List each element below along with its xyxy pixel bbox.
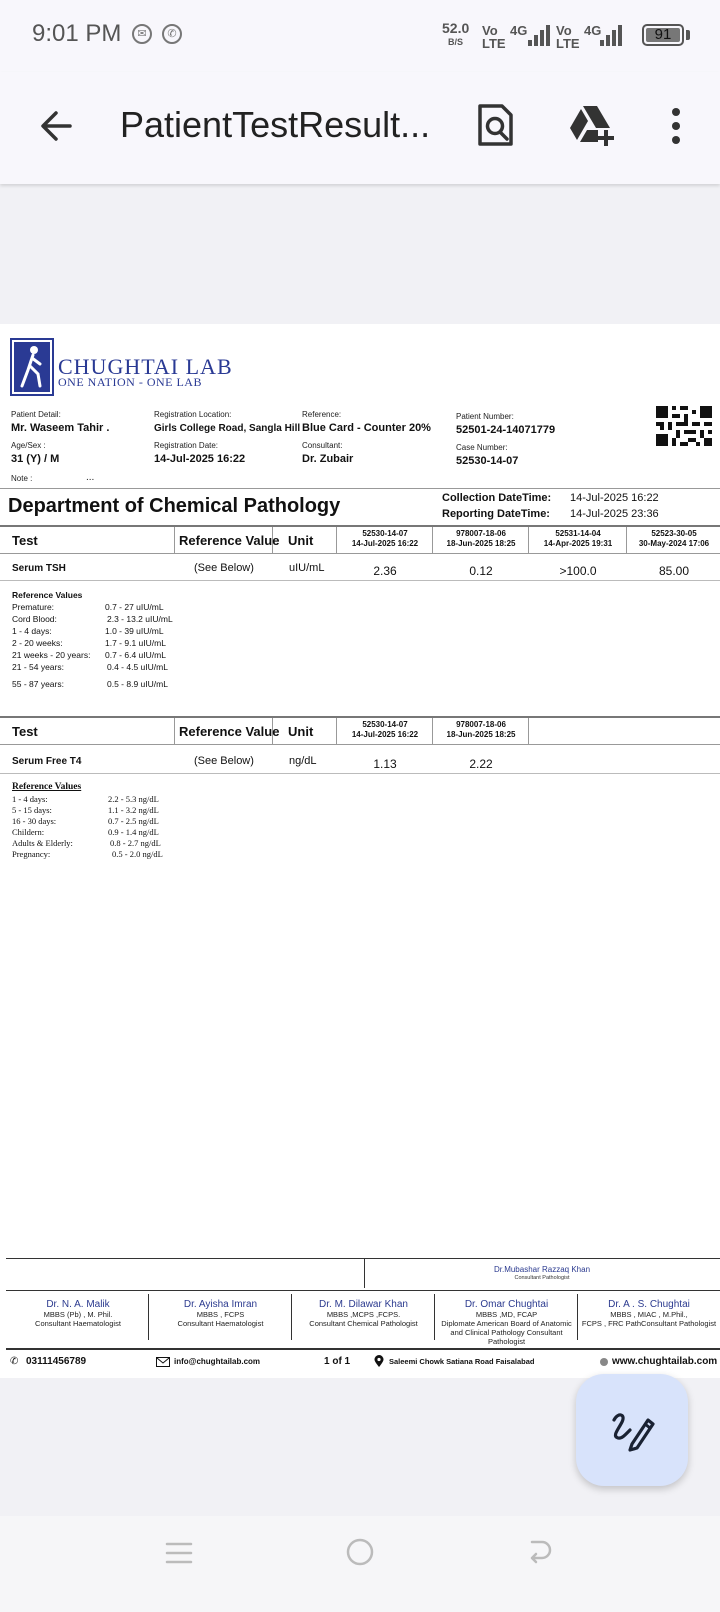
tsh-col-2-id: 978007-18-06: [456, 529, 506, 538]
ft4-col-1-id: 52530-14-07: [362, 720, 408, 729]
list-item: 1.7 - 9.1 uIU/mL: [105, 638, 166, 648]
table-header-border: [0, 553, 720, 554]
ft4-col-header-unit: Unit: [288, 724, 314, 739]
list-item: 21 weeks - 20 years:: [12, 650, 91, 660]
doctor-card: [436, 1299, 577, 1346]
back-arrow-icon[interactable]: [36, 106, 76, 146]
patient-number-label: Patient Number:: [456, 412, 514, 421]
battery-tip: [686, 30, 690, 40]
phone-icon: ✆: [10, 1356, 19, 1367]
doctor-qualification: MBBS , FCPS: [196, 1310, 245, 1319]
doctor-name: Dr. M. Dilawar Khan: [319, 1299, 408, 1310]
col-header-reference: Reference Value: [179, 533, 280, 548]
age-sex-label: Age/Sex :: [11, 441, 46, 450]
doctor-name: Dr. N. A. Malik: [46, 1299, 110, 1310]
patient-name: Mr. Waseem Tahir .: [11, 422, 110, 434]
footer-address: Saleemi Chowk Satiana Road Faisalabad: [389, 1357, 535, 1366]
col-header-test: Test: [12, 533, 38, 548]
doctor-name: Dr. A . S. Chughtai: [608, 1299, 690, 1310]
case-number: 52530-14-07: [456, 455, 519, 467]
patient-number: 52501-24-14071779: [456, 424, 556, 436]
list-item: 0.4 - 4.5 uIU/mL: [107, 662, 168, 672]
back-nav-icon[interactable]: [524, 1536, 556, 1568]
navigation-bar: [0, 1516, 720, 1612]
list-item: 0.7 - 6.4 uIU/mL: [105, 650, 166, 660]
list-item: 0.8 - 2.7 ng/dL: [110, 838, 161, 848]
age-sex: 31 (Y) / M: [11, 453, 60, 465]
ft4-col-1-header: [338, 720, 432, 740]
annotate-button[interactable]: [576, 1374, 688, 1486]
reporting-label: Reporting DateTime:: [442, 508, 550, 520]
ft4-test-name: Serum Free T4: [12, 756, 82, 767]
doctor-card: [150, 1299, 291, 1328]
recent-apps-icon[interactable]: [164, 1538, 194, 1568]
list-item: 5 - 15 days:: [12, 805, 52, 815]
list-item: Pregnancy:: [12, 849, 51, 859]
tsh-col-4-date: 30-May-2024 17:06: [638, 539, 710, 548]
doctor-card: [8, 1299, 148, 1328]
doctor-qualification: MBBS ,MCPS ,FCPS.: [326, 1310, 401, 1319]
footer-email[interactable]: info@chughtailab.com: [174, 1357, 261, 1366]
list-item: 2.2 - 5.3 ng/dL: [108, 794, 159, 804]
note-label: Note :: [11, 474, 33, 483]
tsh-col-3-id: 52531-14-04: [555, 529, 601, 538]
location-pin-icon: [374, 1355, 384, 1368]
add-to-drive-icon[interactable]: [568, 104, 616, 148]
reg-date-label: Registration Date:: [154, 441, 219, 450]
sim2-signal-icon: [600, 24, 624, 46]
sim2-4g: 4G: [584, 23, 602, 38]
reporting-datetime: 14-Jul-2025 23:36: [570, 508, 659, 520]
more-options-icon[interactable]: [666, 106, 686, 146]
document-title: PatientTestResult...: [120, 104, 431, 145]
sim2-vo: Vo: [556, 23, 572, 38]
ft4-reference: (See Below): [194, 755, 254, 767]
ft4-col-2-header: [434, 720, 528, 740]
department-title: Department of Chemical Pathology: [8, 495, 341, 517]
battery-level: 91: [654, 26, 672, 43]
signatory-name: Dr.Mubashar Razzaq Khan: [493, 1265, 591, 1274]
ft4-col-1-date: 14-Jul-2025 16:22: [351, 730, 419, 739]
tsh-col-4-header: [628, 529, 720, 549]
reg-location: Girls College Road, Sangla Hill: [154, 423, 301, 434]
doctor-qualification: MBBS ,MD, FCAP: [475, 1310, 538, 1319]
tsh-ref-title: Reference Values: [12, 590, 83, 600]
lab-tagline: ONE NATION - ONE LAB: [58, 375, 202, 389]
list-item: 0.7 - 27 uIU/mL: [105, 602, 164, 612]
patient-detail-label: Patient Detail:: [11, 410, 61, 419]
divider: [0, 488, 720, 489]
tsh-unit: uIU/mL: [289, 562, 325, 574]
tsh-value-3: >100.0: [559, 564, 597, 578]
doctor-name: Dr. Omar Chughtai: [464, 1299, 549, 1310]
sim1-vo: Vo: [482, 23, 498, 38]
doctor-role: Consultant Haematologist: [35, 1319, 121, 1328]
net-speed-unit: B/S: [448, 37, 464, 47]
tsh-col-1-date: 14-Jul-2025 16:22: [351, 539, 419, 548]
sim1-signal-icon: [528, 24, 552, 46]
whatsapp-notification-icon: ✆: [162, 24, 182, 44]
battery-icon: [642, 24, 684, 46]
search-document-icon[interactable]: [476, 102, 516, 148]
list-item: 21 - 54 years:: [12, 662, 64, 672]
lab-logo-icon: [10, 338, 54, 396]
tsh-col-3-header: [530, 529, 626, 549]
home-icon[interactable]: [344, 1536, 376, 1568]
table-top-border: [0, 525, 720, 527]
tsh-value-2: 0.12: [469, 564, 493, 578]
tsh-value-1: 2.36: [373, 564, 397, 578]
ft4-col-header-reference: Reference Value: [179, 724, 280, 739]
ft4-col-2-date: 18-Jun-2025 18:25: [446, 730, 516, 739]
ft4-value-1: 1.13: [373, 757, 397, 771]
doctor-role: Consultant Haematologist: [177, 1319, 264, 1328]
list-item: 0.7 - 2.5 ng/dL: [108, 816, 159, 826]
doctor-qualification: MBBS (Pb) , M. Phil.: [43, 1310, 113, 1319]
ft4-col-header-test: Test: [12, 724, 38, 739]
status-bar: [0, 0, 720, 72]
tsh-col-4-id: 52523-30-05: [651, 529, 697, 538]
qr-code-icon: [656, 406, 712, 446]
lab-name: CHUGHTAI LAB: [58, 354, 233, 379]
doctor-name: Dr. Ayisha Imran: [183, 1299, 258, 1310]
list-item: 1.1 - 3.2 ng/dL: [108, 805, 159, 815]
report-page[interactable]: [0, 324, 720, 1378]
ft4-unit: ng/dL: [289, 755, 317, 767]
list-item: 16 - 30 days:: [12, 816, 57, 826]
collection-label: Collection DateTime:: [442, 492, 552, 504]
sim2-lte: LTE: [556, 36, 580, 51]
reference-label: Reference:: [302, 410, 342, 419]
list-item: 1 - 4 days:: [12, 794, 48, 804]
gallery-notification-icon: ✉: [132, 24, 152, 44]
sim1-4g: 4G: [510, 23, 528, 38]
doctor-role: Diplomate American Board of Anatomic and Clinical Pathology Consultant Pathologist: [441, 1319, 572, 1346]
list-item: 2.3 - 13.2 uIU/mL: [107, 614, 173, 624]
doctor-role: FCPS , FRC PathConsultant Pathologist: [581, 1319, 717, 1328]
doctor-card: [293, 1299, 434, 1328]
app-bar: [0, 72, 720, 184]
list-item: Childern:: [12, 827, 45, 837]
email-icon: [156, 1357, 170, 1367]
pen-squiggle-icon: [608, 1406, 656, 1454]
tsh-col-1-id: 52530-14-07: [362, 529, 408, 538]
tsh-col-1-header: [338, 529, 432, 549]
tsh-col-2-date: 18-Jun-2025 18:25: [446, 539, 516, 548]
tsh-col-2-header: [434, 529, 528, 549]
reference-value: Blue Card - Counter 20%: [302, 422, 431, 434]
ft4-ref-title: Reference Values: [12, 782, 82, 792]
list-item: Adults & Elderly:: [12, 838, 73, 848]
doctor-role: Consultant Chemical Pathologist: [309, 1319, 418, 1328]
footer-phone[interactable]: 03111456789: [26, 1356, 87, 1367]
list-item: 1.0 - 39 uIU/mL: [105, 626, 164, 636]
list-item: Premature:: [12, 602, 55, 612]
doctor-card: [578, 1299, 720, 1328]
list-item: 1 - 4 days:: [12, 626, 52, 636]
list-item: 55 - 87 years:: [12, 679, 64, 689]
net-speed-value: 52.0: [442, 20, 470, 36]
note-value: ...: [86, 472, 95, 483]
collection-datetime: 14-Jul-2025 16:22: [570, 492, 659, 504]
tsh-value-4: 85.00: [658, 564, 690, 578]
tsh-test-name: Serum TSH: [12, 563, 66, 574]
consultant-label: Consultant:: [302, 441, 343, 450]
doctor-qualification: MBBS , MIAC , M.Phil.,: [610, 1310, 688, 1319]
status-time: 9:01 PM: [32, 20, 122, 47]
col-header-unit: Unit: [288, 533, 314, 548]
footer-page-number: 1 of 1: [324, 1356, 351, 1367]
signatory-title: Consultant Pathologist: [514, 1275, 570, 1281]
ft4-col-2-id: 978007-18-06: [456, 720, 506, 729]
tsh-col-3-date: 14-Apr-2025 19:31: [543, 539, 613, 548]
case-number-label: Case Number:: [456, 443, 508, 452]
reg-date: 14-Jul-2025 16:22: [154, 453, 246, 465]
tsh-reference: (See Below): [194, 562, 254, 574]
list-item: 0.5 - 8.9 uIU/mL: [107, 679, 168, 689]
consultant-name: Dr. Zubair: [302, 453, 354, 465]
reg-location-label: Registration Location:: [154, 410, 232, 419]
list-item: Cord Blood:: [12, 614, 57, 624]
sim1-lte: LTE: [482, 36, 506, 51]
list-item: 0.9 - 1.4 ng/dL: [108, 827, 159, 837]
ft4-value-2: 2.22: [469, 757, 493, 771]
footer-website[interactable]: www.chughtailab.com: [612, 1356, 718, 1367]
list-item: 2 - 20 weeks:: [12, 638, 63, 648]
globe-icon: [600, 1358, 608, 1366]
list-item: 0.5 - 2.0 ng/dL: [112, 849, 163, 859]
